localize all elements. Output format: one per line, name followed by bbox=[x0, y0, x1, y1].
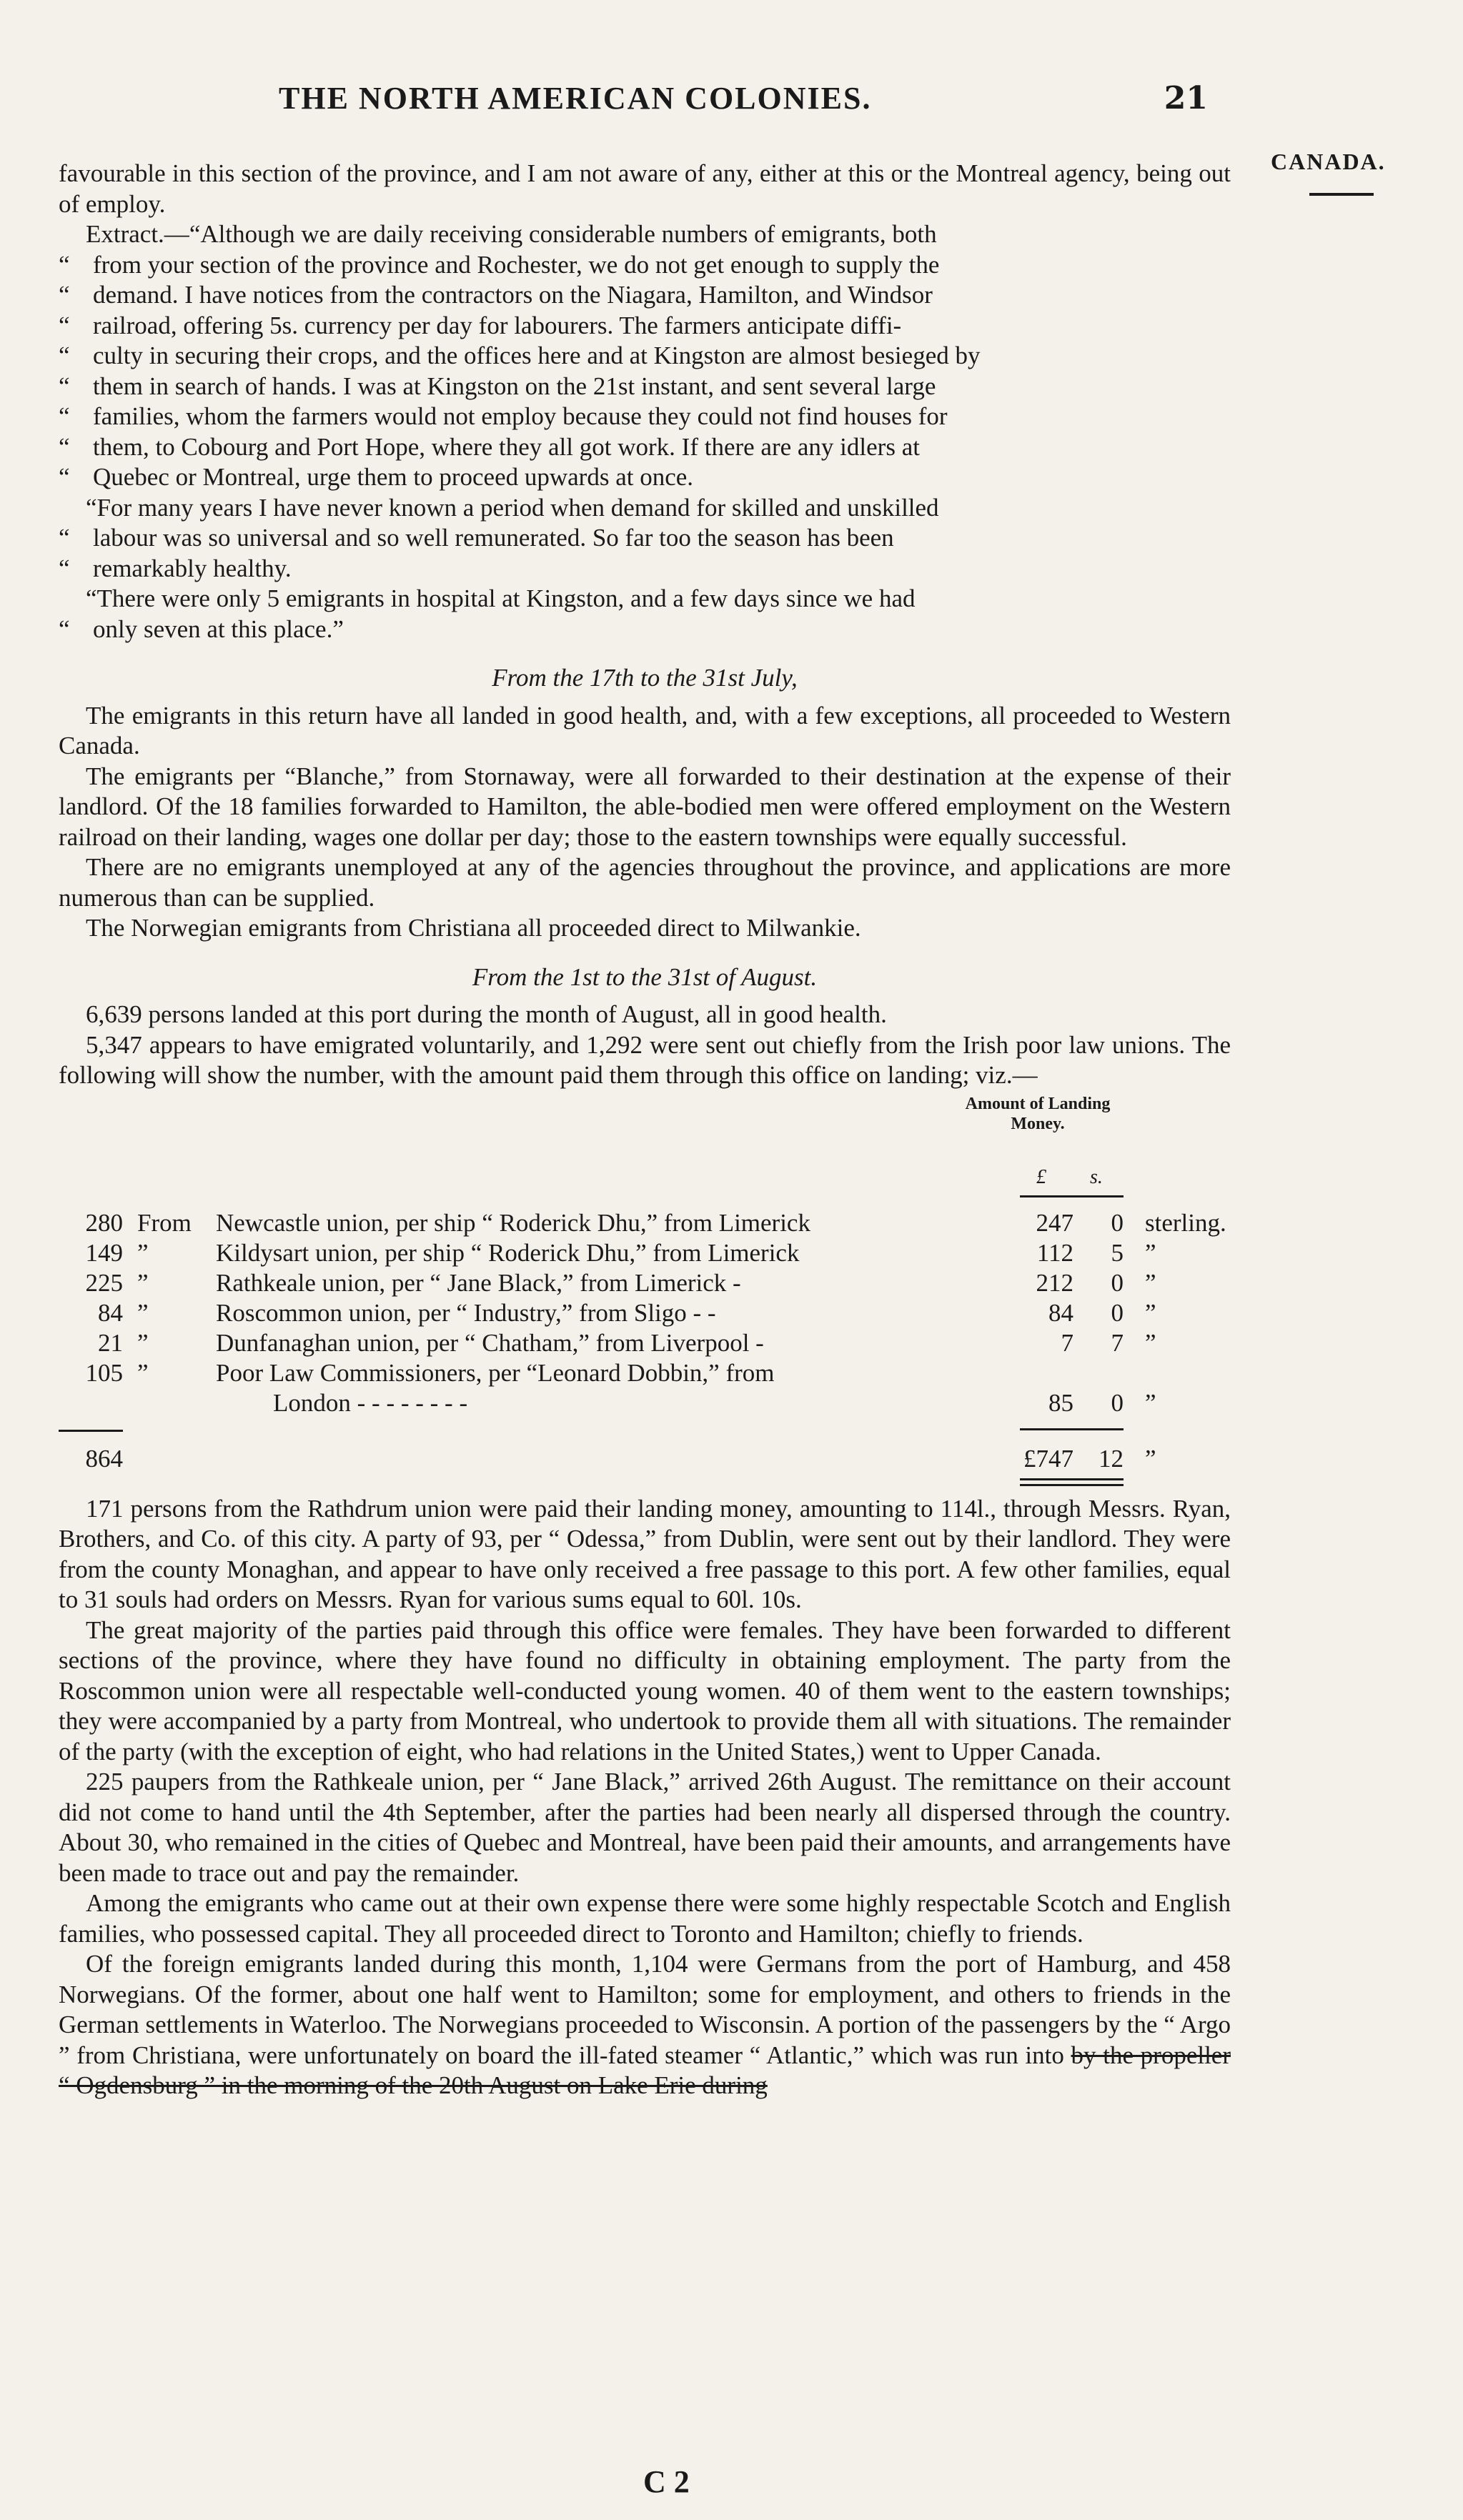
table-row: 105 ” Poor Law Commissioners, per “Leonard Dobbin,” from bbox=[85, 1358, 775, 1387]
august-paragraph-2: 5,347 appears to have emigrated voluntarily, and 1,292 were sent out chiefly from the Irish poor law unions. The following will show the number, with the amount paid them through this office on landing; viz.— bbox=[59, 1030, 1231, 1089]
total-double-rule bbox=[1020, 1478, 1124, 1480]
quote-line: “ Quebec or Montreal, urge them to proceed upwards at once. bbox=[59, 462, 1231, 493]
own-expense-paragraph: Among the emigrants who came out at their own expense there were some highly respectable Scotch and English families, who possessed capital. They all proceeded direct to Toronto and Hamilton; chiefly to friends. bbox=[59, 1889, 1231, 1948]
table-row: London - - - - - - - - 85 0 ” bbox=[273, 1388, 1156, 1417]
table-row: 149 ” Kildysart union, per ship “ Roderick Dhu,” from Limerick 112 5 ” bbox=[85, 1238, 1156, 1267]
extract-quote-2: “For many years I have never known a period when demand for skilled and unskilled bbox=[86, 493, 939, 522]
table-row: 225 ” Rathkeale union, per “ Jane Black,” from Limerick - 212 0 ” bbox=[85, 1268, 1156, 1297]
page-number: 21 bbox=[1164, 80, 1208, 116]
table-row: 84 ” Roscommon union, per “ Industry,” from Sligo - - 84 0 ” bbox=[98, 1298, 1156, 1327]
section-heading-august: From the 1st to the 31st of August. bbox=[472, 962, 818, 991]
extract-quote-1: Extract.—“Although we are daily receiving considerable numbers of emigrants, both bbox=[86, 220, 937, 248]
july-paragraph-4: The Norwegian emigrants from Christiana all proceeded direct to Milwankie. bbox=[86, 914, 861, 942]
signature-mark: C 2 bbox=[643, 2464, 690, 2499]
intro-paragraph: favourable in this section of the province, and I am not aware of any, either at this or the Montreal agency, being out of employ. bbox=[59, 159, 1231, 218]
quote-line: “ labour was so universal and so well remunerated. So far too the season has been bbox=[59, 523, 1231, 554]
rathkeale-paragraph: 225 paupers from the Rathkeale union, per “ Jane Black,” arrived 26th August. The remittance on their account did not come to hand until the 4th September, after the parties had been nearly all dispersed through the country. About 30, who remained in the cities of Quebec and Montreal, have been paid their amounts, and arrangements have been made to trace out and pay the remainder. bbox=[59, 1768, 1231, 1887]
july-paragraph-3: There are no emigrants unemployed at any of the agencies throughout the province, and applications are more numerous than can be supplied. bbox=[59, 853, 1231, 912]
quote-line: “ demand. I have notices from the contractors on the Niagara, Hamilton, and Windsor bbox=[59, 280, 1231, 311]
header-rule bbox=[1020, 1195, 1124, 1197]
body-text bbox=[59, 159, 1231, 2101]
quote-line: “ remarkably healthy. bbox=[59, 554, 1231, 584]
shillings-header: s. bbox=[1090, 1165, 1103, 1188]
foreign-emigrants-paragraph: Of the foreign emigrants landed during this month, 1,104 were Germans from the port of Hamburg, and 458 Norwegians. Of the former, about one half went to Hamilton; some for employment, and others to friends in the German settlements in Waterloo. The Norwegians proceeded to Wisconsin. A portion of the passengers by the “ Argo ” from Christiana, were unfortunately on board the ill-fated steamer “ Atlantic,” which was run into by the propeller “ Ogdensburg ” in the morning of the 20th August on Lake Erie during bbox=[59, 1950, 1231, 2099]
extract-quote-3: “There were only 5 emigrants in hospital at Kingston, and a few days since we had bbox=[86, 584, 916, 612]
august-paragraph-1: 6,639 persons landed at this port during the month of August, all in good health. bbox=[86, 1000, 887, 1028]
margin-rule bbox=[1309, 193, 1374, 196]
total-rule bbox=[1020, 1428, 1124, 1430]
table-row: 21 ” Dunfanaghan union, per “ Chatham,” from Liverpool - 7 7 ” bbox=[98, 1328, 1156, 1357]
table-total-row: 864 £747 12 ” bbox=[85, 1444, 1156, 1473]
total-double-rule bbox=[1020, 1484, 1124, 1486]
amount-column-header: Amount of Landing Money. bbox=[965, 1094, 1111, 1133]
quote-line: “ them in search of hands. I was at Kingston on the 21st instant, and sent several large bbox=[59, 372, 1231, 402]
females-paragraph: The great majority of the parties paid through this office were females. They have been forwarded to different sections of the province, where they have found no difficulty in obtaining employment. The party from the Roscommon union were all respectable well-conducted young women. 40 of them went to the eastern townships; they were accompanied by a party from Montreal, who undertook to provide them all with situations. The remainder of the party (with the exception of eight, who had relations in the United States,) went to Upper Canada. bbox=[59, 1615, 1231, 1766]
quote-line: “ them, to Cobourg and Port Hope, where they all got work. If there are any idlers at bbox=[59, 432, 1231, 463]
quote-line: “ culty in securing their crops, and the offices here and at Kingston are almost besieged by bbox=[59, 341, 1231, 372]
page-header bbox=[279, 80, 1208, 130]
struck-text: by the propeller “ Ogdensburg ” in the morning of the 20th August on Lake Erie during bbox=[59, 2041, 1231, 2099]
quote-line: “ only seven at this place.” bbox=[59, 614, 1231, 645]
extract-label: Extract.— bbox=[86, 220, 189, 248]
landing-money-table bbox=[59, 1094, 1231, 1494]
section-heading-july: From the 17th to the 31st July, bbox=[492, 664, 798, 692]
july-paragraph-1: The emigrants in this return have all landed in good health, and, with a few exceptions, all proceeded to Western Canada. bbox=[59, 701, 1231, 760]
total-rule bbox=[59, 1430, 123, 1432]
pounds-header: £ bbox=[1036, 1165, 1046, 1188]
july-paragraph-2: The emigrants per “Blanche,” from Stornaway, were all forwarded to their destination at the expense of their landlord. Of the 18 families forwarded to Hamilton, the able-bodied men were offered employment on the Western railroad on their landing, wages one dollar per day; those to the eastern townships were equally successful. bbox=[59, 762, 1231, 851]
quote-line: “ from your section of the province and Rochester, we do not get enough to supply the bbox=[59, 250, 1231, 281]
table-row: 280 From Newcastle union, per ship “ Roderick Dhu,” from Limerick 247 0 sterling. bbox=[85, 1208, 1226, 1237]
quote-line: “ families, whom the farmers would not employ because they could not find houses for bbox=[59, 402, 1231, 432]
quote-line: “ railroad, offering 5s. currency per day for labourers. The farmers anticipate diffi- bbox=[59, 311, 1231, 342]
running-title: THE NORTH AMERICAN COLONIES. bbox=[279, 81, 872, 116]
rathdrum-paragraph: 171 persons from the Rathdrum union were paid their landing money, amounting to 114l., through Messrs. Ryan, Brothers, and Co. of this city. A party of 93, per “ Odessa,” from Dublin, were sent out by their landlord. They were from the county Monaghan, and appear to have only received a free passage to this port. A few other families, equal to 31 souls had orders on Messrs. Ryan for various sums equal to 60l. 10s. bbox=[59, 1494, 1231, 1613]
margin-label: CANADA. bbox=[1271, 149, 1386, 174]
